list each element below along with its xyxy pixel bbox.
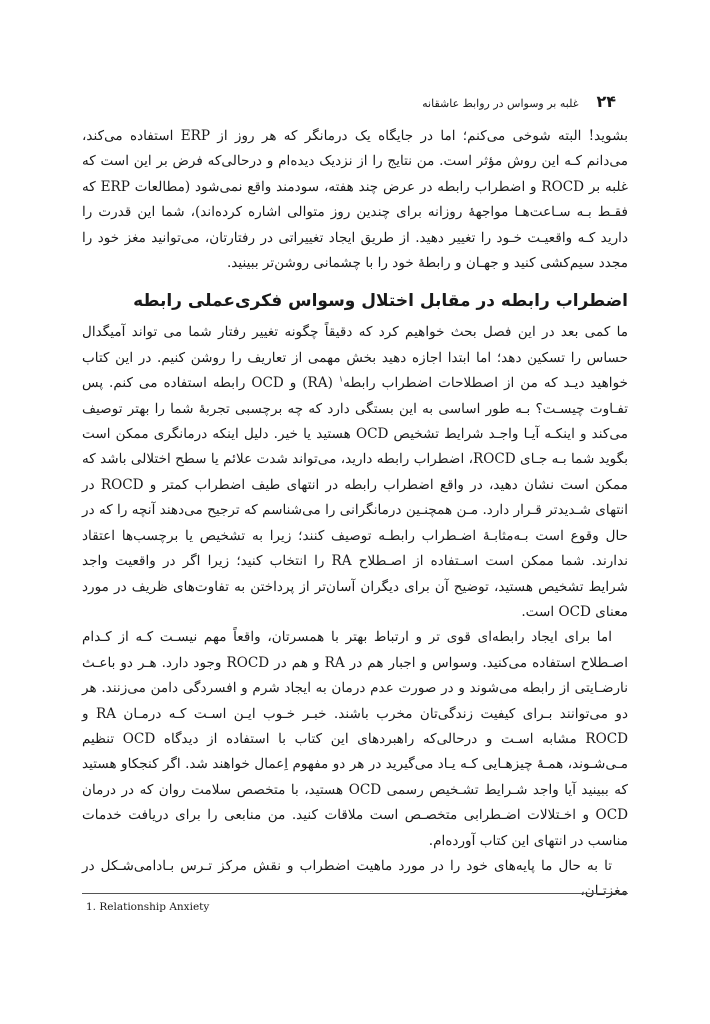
footnote: 1. Relationship Anxiety	[86, 901, 210, 913]
paragraph-3: اما برای ایجاد رابطه‌ای قوی تر و ارتباط بهتر با همسرتان، واقعاً مهم نیسـت کـه از کـدام اصـطلاح استفاده می‌کنید. وسواس و اجبار هم در RA و هم در ROCD وجود دارد. هـر دو باعـث نارضـایتی از رابطه می‌شوند و در صورت عدم درمان به ایجاد شرم و افسردگی دامن می‌زنند. هر دو می‌توانند بـرای کیفیت زندگی‌تان مخرب باشند. خبـر خـوب ایـن اسـت کـه درمـان RA و ROCD مشابه اسـت و درحالی‌که راهبردهای این کتاب با استفاده از دیدگاه OCD تنظیم مـی‌شـوند، همـۀ چیزهـایی کـه یـاد می‌گیرید در هر دو مفهوم اِعمال خواهند شد. اگر کنجکاو هستید که ببینید آیا واجد شـرایط تشـخیص رسمی OCD هستید، با متخصص سلامت روان که در درمان OCD و اخـتلالات اضـطرابی متخصـص است ملاقات کنید. من منابعی را برای دریافت خدمات مناسب در انتهای این کتاب آورده‌ام.	[82, 629, 629, 849]
page-header	[94, 92, 616, 114]
paragraph-1: بشوید! البته شوخی می‌کنم؛ اما در جایگاه یک درمانگر که هر روز از ERP استفاده می‌کند، می‌دانم کـه این روش مؤثر است. من نتایج را از نزدیک دیده‌ام و درحالی‌که فرض بر این است که غلبه بر ROCD و اضطراب رابطه در عرض چند هفته، سودمند واقع نمی‌شود (مطالعات ERP که فقـط بـه سـاعت‌هـا مواجهۀ روزانه برای چندین روز متوالی اشاره کرده‌اند)، شما این قدرت را دارید کـه واقعیـت خـود را تغییر دهید. از طریق ایجاد تغییراتی در رفتارتان، می‌توانید مغز خود را مجدد سیم‌کشی کنید و جهـان و رابطۀ خود را با چشمانی روشن‌تر ببینید.	[82, 128, 628, 272]
page-number: ۲۴	[596, 92, 616, 111]
paragraph-4: تا به حال ما پایه‌های خود را در مورد ماهیت اضطراب و نقش مرکز تـرس بـادامی‌شـکل در مغزتـان،	[82, 857, 628, 900]
paragraph-2-part-a: ما کمی بعد در این فصل بحث خواهیم کرد که دقیقاً چگونه تغییر رفتار شما می تواند آمیگدال حساس را تسکین دهد؛ اما ابتدا اجازه دهید بخش مهمی از تعاریف را روشن کنیم. در این کتاب خواهید دیـد که من از اصطلاحات اضطراب رابطه	[82, 324, 629, 392]
section-heading: اضطراب رابطه در مقابل اختلال وسواس فکری‌عملی رابطه	[133, 291, 628, 312]
footnote-marker: ۱	[338, 374, 344, 384]
paragraph-2-part-b: (RA) و OCD رابطه استفاده می کنم. پس تفـاوت چیسـت؟ بـه طور اساسی به این بستگی دارد که چه برچسبی تجربۀ شما را بهتر توصیف می‌کند و اینکـه آیـا واجـد شرایط تشخیص OCD هستید یا خیر. دلیل اینکه درمانگری ممکن است بگوید شما بـه جـای ROCD، اضطراب رابطه دارید، می‌تواند شدت علائم یا سطح اختلالی باشد که ممکن است نشان دهید، در واقع اضطراب رابطه در انتهای طیف اضطراب کمتر و ROCD در انتهای شـدیدتر قـرار دارد. مـن همچنـین درمانگرانی را می‌شناسم که ترجیح می‌دهند آنچه را که در حال وقوع است بـه‌مثابـۀ اضـطراب رابطـه توصیف کنند؛ زیرا به تشخیص یا برچسب‌ها اعتقاد ندارند. شما ممکن است اسـتفاده از اصـطلاح RA را انتخاب کنید؛ زیرا اگر در واقعیت واجد شرایط تشخیص هستید، توضیح آن برای دیگران آسان‌تر از پرداختن به تفاوت‌های ظریف در مورد معنای OCD است.	[82, 375, 628, 620]
running-title: غلبه بر وسواس در روابط عاشقانه	[422, 97, 579, 110]
paragraph-2	[82, 320, 628, 625]
footnote-divider	[82, 893, 628, 894]
body-text	[82, 124, 628, 905]
